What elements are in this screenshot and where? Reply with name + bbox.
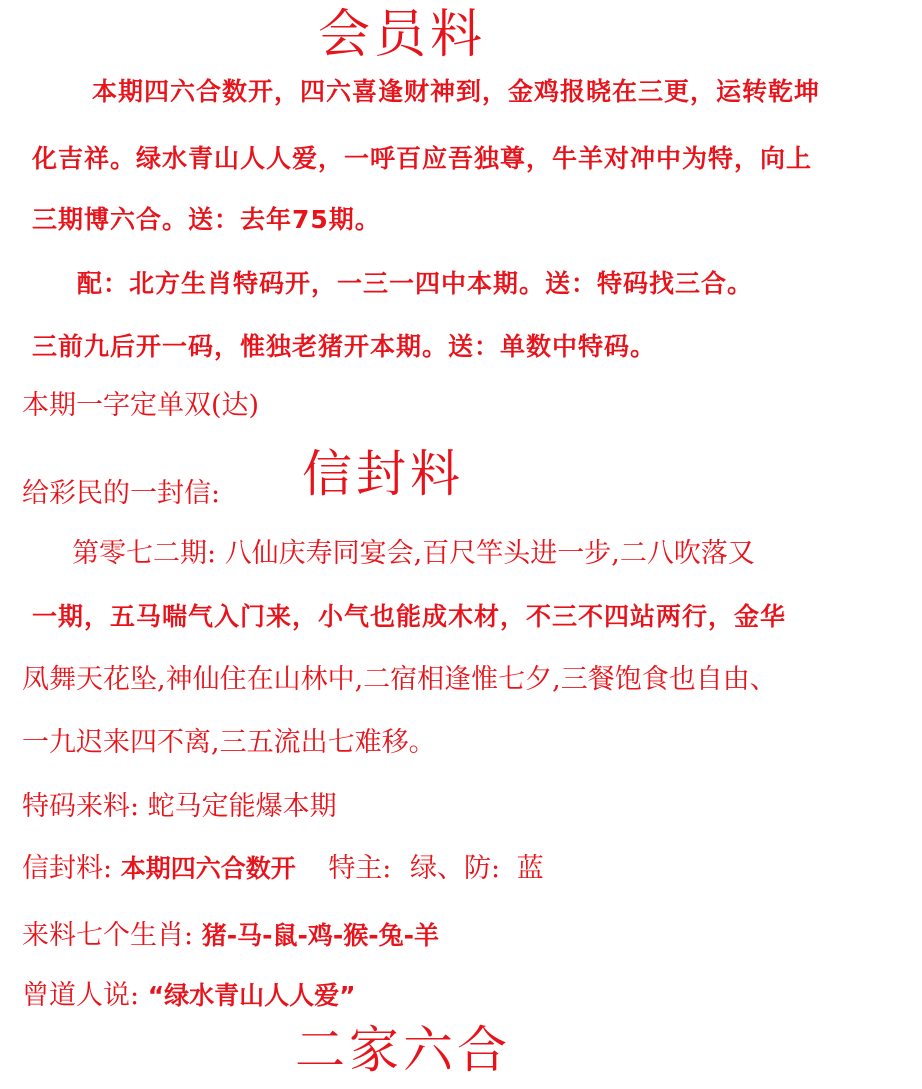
taoist-label: 曾道人说: bbox=[22, 980, 140, 1011]
single-double-text: 本期一字定单双(达) bbox=[22, 390, 260, 421]
member-line-5: 三前九后开一码，惟独老猪开本期。送：单数中特码。 bbox=[32, 332, 657, 361]
member-line-1: 本期四六合数开，四六喜逢财神到，金鸡报晓在三更，运转乾坤 bbox=[92, 77, 821, 106]
letter-title: 信封料 bbox=[302, 445, 464, 503]
special-code-text: 特码来料: 蛇马定能爆本期 bbox=[22, 791, 337, 822]
envelope-main-extra: 蓝 bbox=[516, 853, 544, 884]
taoist-row bbox=[22, 980, 356, 1011]
envelope-row bbox=[22, 853, 544, 884]
envelope-main-label: 特主: bbox=[328, 853, 392, 884]
letter-line-2: 一期，五马喘气入门来，小气也能成木材，不三不四站两行，金华 bbox=[32, 602, 787, 631]
member-line-3: 三期博六合。送：去年75期。 bbox=[32, 205, 381, 234]
zodiac-value: 猪-马-鼠-鸡-猴-兔-羊 bbox=[201, 921, 439, 950]
zodiac-label: 来料七个生肖: bbox=[22, 920, 194, 951]
envelope-label: 信封料: bbox=[22, 853, 113, 884]
member-line-4: 配：北方生肖特码开，一三一四中本期。送：特码找三合。 bbox=[77, 269, 754, 298]
member-title: 会员料 bbox=[318, 5, 487, 65]
letter-label: 给彩民的一封信: bbox=[22, 478, 221, 509]
envelope-main-value: 绿、防: bbox=[410, 853, 501, 884]
bottom-title: 二家六合 bbox=[295, 1021, 511, 1079]
letter-line-3: 凤舞天花坠,神仙住在山林中,二宿相逢惟七夕,三餐饱食也自由、 bbox=[22, 664, 777, 695]
member-line-2: 化吉祥。绿水青山人人爱，一呼百应吾独尊，牛羊对冲中为特，向上 bbox=[32, 144, 813, 173]
taoist-value: “绿水青山人人爱” bbox=[147, 981, 356, 1010]
envelope-value: 本期四六合数开 bbox=[120, 854, 296, 883]
letter-line-1: 第零七二期: 八仙庆寿同宴会,百尺竿头进一步,二八吹落又 bbox=[72, 538, 755, 569]
letter-line-4: 一九迟来四不离,三五流出七难移。 bbox=[22, 727, 436, 758]
zodiac-row bbox=[22, 920, 439, 951]
